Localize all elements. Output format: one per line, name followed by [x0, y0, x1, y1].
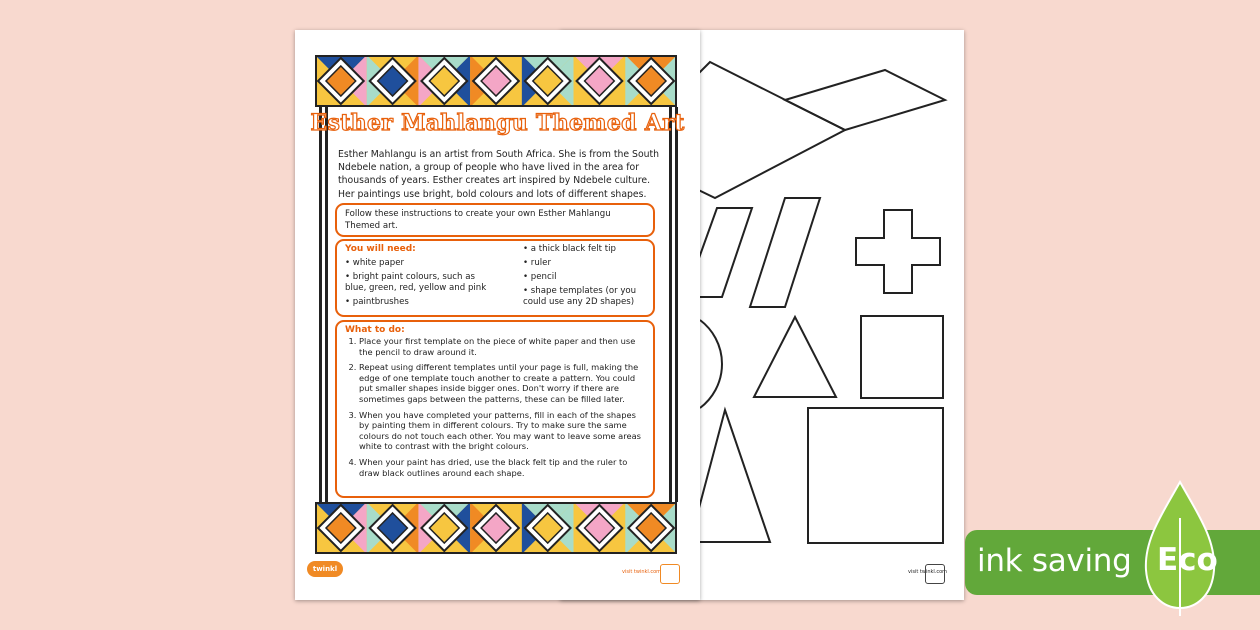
- step-item: 1. Place your first template on the piece of white paper and then use the pencil to draw around it.: [359, 336, 645, 357]
- border-rail-left-inner: [325, 107, 328, 502]
- materials-box: [335, 239, 655, 317]
- qr-badge-icon: [660, 564, 680, 584]
- rhombus-shape: [785, 70, 945, 130]
- material-item: • a thick black felt tip: [523, 244, 616, 254]
- intro-paragraph: Esther Mahlangu is an artist from South Africa. She is from the South Ndebele nation, a group of people who have lived in the area for thousands of years. Esther creates art inspired by Ndebele culture. Her paintings use bright, bold colours and lots of different shapes.: [338, 149, 660, 200]
- large-square-shape: [808, 408, 943, 543]
- border-rail-right: [669, 107, 672, 502]
- material-item: • bright paint colours, such as blue, green, red, yellow and pink: [345, 272, 487, 293]
- triangle-shape: [754, 317, 836, 397]
- website-footer: visit twinkl.com: [908, 569, 948, 575]
- twinkl-logo: twinkl: [307, 561, 343, 577]
- ink-saving-label: ink saving: [977, 543, 1132, 579]
- ndebele-pattern-top: [315, 55, 677, 107]
- step-item: 4. When your paint has dried, use the black felt tip and the ruler to draw black outlines around each shape.: [359, 457, 645, 478]
- follow-instructions-box: [335, 203, 655, 237]
- qr-badge-icon: [925, 564, 945, 584]
- material-item: • white paper: [345, 258, 405, 268]
- semicircle-shape: [700, 320, 722, 408]
- large-triangle-shape: [690, 410, 770, 542]
- website-footer: visit twinkl.com: [622, 569, 662, 575]
- cross-shape: [856, 210, 940, 293]
- material-item: • paintbrushes: [345, 296, 409, 307]
- steps-list: [345, 336, 645, 478]
- steps-box: [335, 320, 655, 498]
- follow-text: Follow these instructions to create your own Esther Mahlangu Themed art.: [345, 209, 611, 231]
- border-rail-left: [319, 107, 322, 502]
- activity-sheet: [295, 30, 700, 600]
- step-item: 3. When you have completed your patterns, fill in each of the shapes by painting them in different colours. Try to make sure the same colours do not touch each other. You may want to leave some areas white to contrast with the bright colours.: [359, 410, 645, 452]
- border-rail-right-inner: [675, 107, 678, 502]
- steps-heading: What to do:: [345, 325, 405, 335]
- page-title: Esther Mahlangu Themed Art: [310, 110, 685, 136]
- ndebele-pattern-bottom: [315, 502, 677, 554]
- materials-heading: You will need:: [345, 244, 416, 254]
- material-item: • ruler: [523, 258, 551, 268]
- parallelogram-shape-2: [750, 198, 820, 307]
- material-item: • pencil: [523, 272, 557, 282]
- eco-label: Eco: [1157, 542, 1218, 578]
- material-item: • shape templates (or you could use any 2D shapes): [523, 286, 637, 307]
- step-item: 2. Repeat using different templates until your page is full, making the edge of one template touch another to create a pattern. You could put smaller shapes inside bigger ones. Don't worry if there are sometimes gaps between the patterns, these can be filled later.: [359, 362, 645, 404]
- small-square-shape: [861, 316, 943, 398]
